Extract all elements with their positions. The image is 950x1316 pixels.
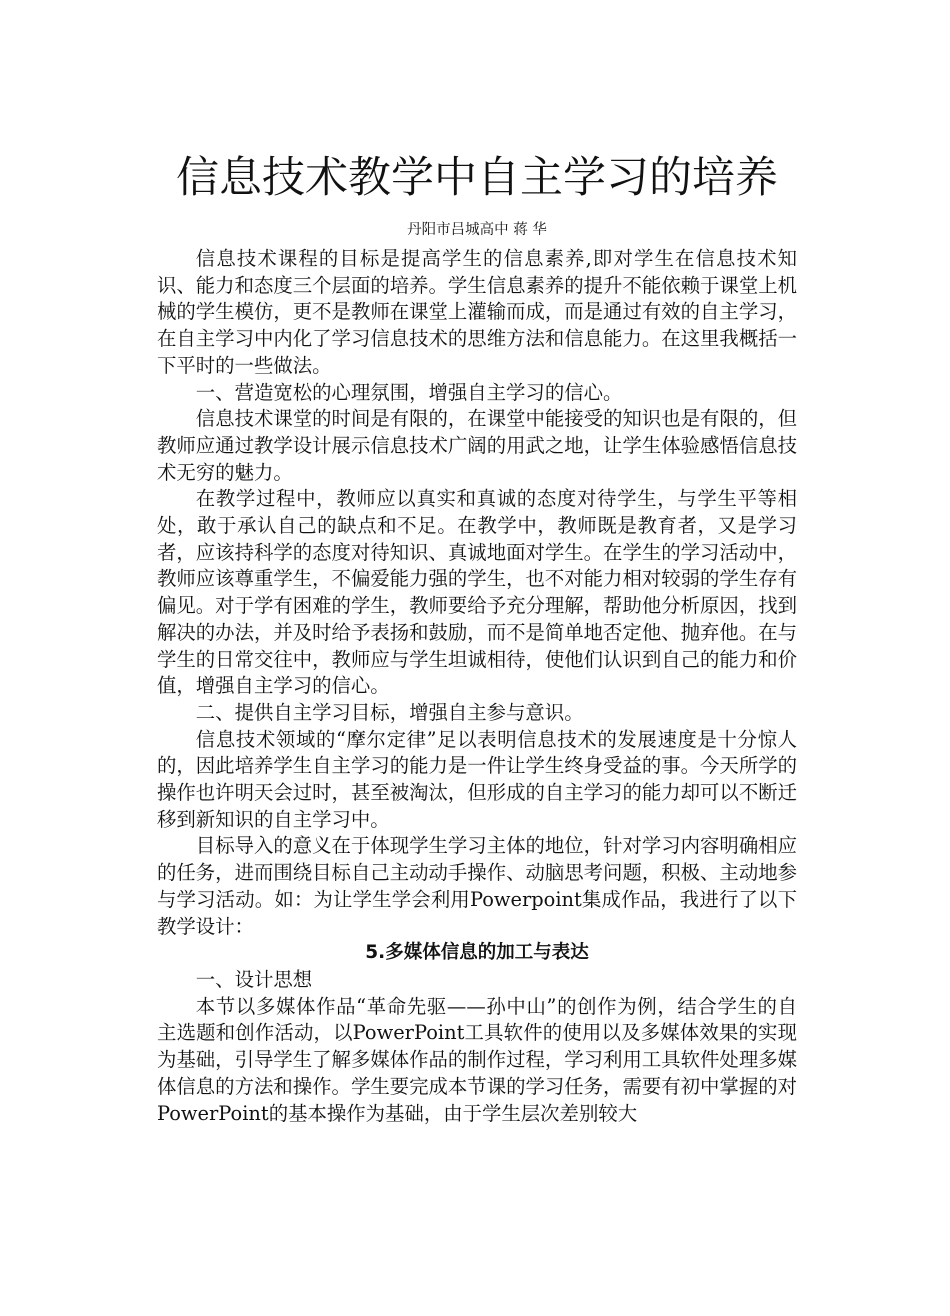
body-paragraph: 信息技术课程的目标是提高学生的信息素养,即对学生在信息技术知识、能力和态度三个层面的培养。学生信息素养的提升不能依赖于课堂上机械的学生模仿，更不是教师在课堂上灌输而成，而是通过有效的自主学习，在自主学习中内化了学习信息技术的思维方法和信息能力。在这里我概括一下平时的一些做法。: [157, 247, 797, 377]
design-heading: 一、设计思想: [195, 967, 313, 991]
body-paragraph: 在教学过程中，教师应以真实和真诚的态度对待学生，与学生平等相处，敢于承认自己的缺点和不足。在教学中，教师既是教育者，又是学习者，应该持科学的态度对待知识、真诚地面对学生。在学生的学习活动中，教师应该尊重学生，不偏爱能力强的学生，也不对能力相对较弱的学生存有偏见。对于学有困难的学生，教师要给予充分理解，帮助他分析原因，找到解决的办法，并及时给予表扬和鼓励，而不是简单地否定他、抛弃他。在与学生的日常交往中，教师应与学生坦诚相待，使他们认识到自己的能力和价值，增强自主学习的信心。: [157, 487, 797, 698]
body-paragraph: 本节以多媒体作品“革命先驱——孙中山”的创作为例，结合学生的自主选题和创作活动，以PowerPoint工具软件的使用以及多媒体效果的实现为基础，引导学生了解多媒体作品的制作过程，学习利用工具软件处理多媒体信息的方法和操作。学生要完成本节课的学习任务，需要有初中掌握的对PowerPoint的基本操作为基础，由于学生层次差别较大: [157, 994, 797, 1125]
document-content: [157, 146, 797, 1127]
lesson-title: 5.多媒体信息的加工与表达: [365, 942, 589, 964]
document-author: 丹阳市吕城高中 蒋 华: [407, 222, 547, 238]
document-body: [157, 246, 797, 1127]
body-paragraph: 目标导入的意义在于体现学生学习主体的地位，针对学习内容明确相应的任务，进而围绕目标自己主动动手操作、动脑思考问题，积极、主动地参与学习活动。如：为让学生学会利用Powerpoint集成作品，我进行了以下教学设计：: [157, 834, 797, 938]
body-paragraph: 信息技术领域的“摩尔定律”足以表明信息技术的发展速度是十分惊人的，因此培养学生自主学习的能力是一件让学生终身受益的事。今天所学的操作也许明天会过时，甚至被淘汰，但形成的自主学习的能力却可以不断迁移到新知识的自主学习中。: [157, 727, 797, 831]
body-paragraph: 信息技术课堂的时间是有限的，在课堂中能接受的知识也是有限的，但教师应通过教学设计展示信息技术广阔的用武之地，让学生体验感悟信息技术无穷的魅力。: [157, 407, 797, 484]
section-heading-1: 一、营造宽松的心理氛围，增强自主学习的信心。: [195, 380, 623, 404]
section-heading-2: 二、提供自主学习目标，增强自主参与意识。: [195, 700, 584, 724]
document-title: 信息技术教学中自主学习的培养: [176, 153, 778, 203]
